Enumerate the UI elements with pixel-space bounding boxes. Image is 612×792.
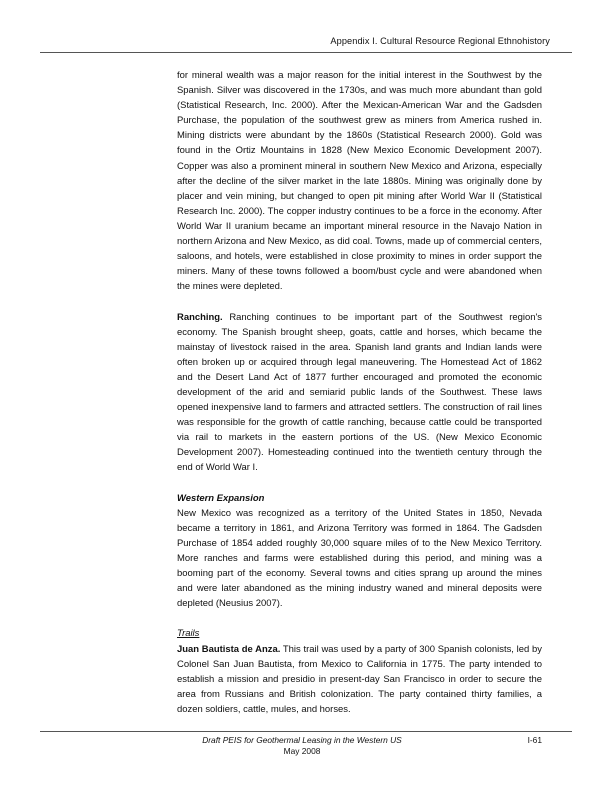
paragraph-mining: for mineral wealth was a major reason for the initial interest in the Southwest by the Spanish. Silver was discovered in the 1730s, and was much more abundant than gold (Statistical Research, Inc. 2000). After the Mexican-American War and the Gadsden Purchase, the population of the southwest grew as miners from America rushed in. Mining districts were abundant by the 1860s (Statistical Research 2000). Gold was found in the Ortiz Mountains in 1828 (New Mexico Economic Development 2007). Copper was also a prominent mineral in southern New Mexico and Arizona, especially after the decline of the silver market in the late 1880s. Mining was originally done by placer and vein mining, but changed to open pit mining after World War II (Statistical Research Inc. 2000). The copper industry continues to be a force in the economy. After World War II uranium became an important mineral resource in the Navajo Nation in northern Arizona and New Mexico, as did coal. Towns, made up of commercial centers, saloons, and hotels, were established in close proximity to mines in order support the miners. Many of these towns followed a boom/bust cycle and were abandoned when the mines were depleted. (177, 70, 542, 293)
anza-lead-in: Juan Bautista de Anza. (177, 643, 281, 655)
page-number: I-61 (527, 735, 542, 745)
ranching-lead-in: Ranching. (177, 311, 223, 323)
paragraph-ranching (177, 310, 542, 476)
western-expansion-heading: Western Expansion (177, 492, 265, 504)
anza-text: This trail was used by a party of 300 Spanish colonists, led by Colonel San Juan Bautista, from Mexico to California in 1775. The party intended to establish a mission and presidio in present-day San Francisco in order to secure the area from Russians and British colonization. The party contained thirty families, a dozen soldiers, cattle, mules, and horses. (177, 643, 542, 715)
paragraph-anza-trail (177, 642, 542, 717)
header-rule (40, 52, 572, 53)
ranching-text: Ranching continues to be important part of the Southwest region's economy. The Spanish brought sheep, goats, cattle and horses, which became the mainstay of livestock raised in the area. Spanish land grants and Indian lands were often broken up or acquired through legal maneuvering. The Homestead Act of 1862 and the Desert Land Act of 1877 further encouraged and promoted the economic development of the arid and semiarid public lands of the Southwest. These laws opened inexpensive land to farmers and attracted settlers. The construction of rail lines was responsible for the growth of cattle ranching, because cattle could be transported via rail to markets in the eastern portions of the US. (New Mexico Economic Development 2007). Homesteading continued into the twentieth century through the end of World War I. (177, 311, 542, 474)
footer-document-title: Draft PEIS for Geothermal Leasing in the Western US (202, 735, 402, 745)
running-header: Appendix I. Cultural Resource Regional Ethnohistory (330, 36, 550, 46)
document-body (177, 68, 542, 717)
paragraph-western-expansion: New Mexico was recognized as a territory of the United States in 1850, Nevada became a territory in 1861, and Arizona Territory was formed in 1864. The Gadsden Purchase of 1854 added roughly 30,000 square miles of to the New Mexico Territory. More ranches and farms were established during this period, and mining was a booming part of the economy. Several towns and cities sprang up around the mines and were later abandoned as the mining industry waned and mineral deposits were depleted (Neusius 2007). (177, 507, 542, 610)
footer-rule (40, 731, 572, 732)
trails-heading: Trails (177, 628, 200, 640)
footer-date: May 2008 (283, 746, 321, 756)
